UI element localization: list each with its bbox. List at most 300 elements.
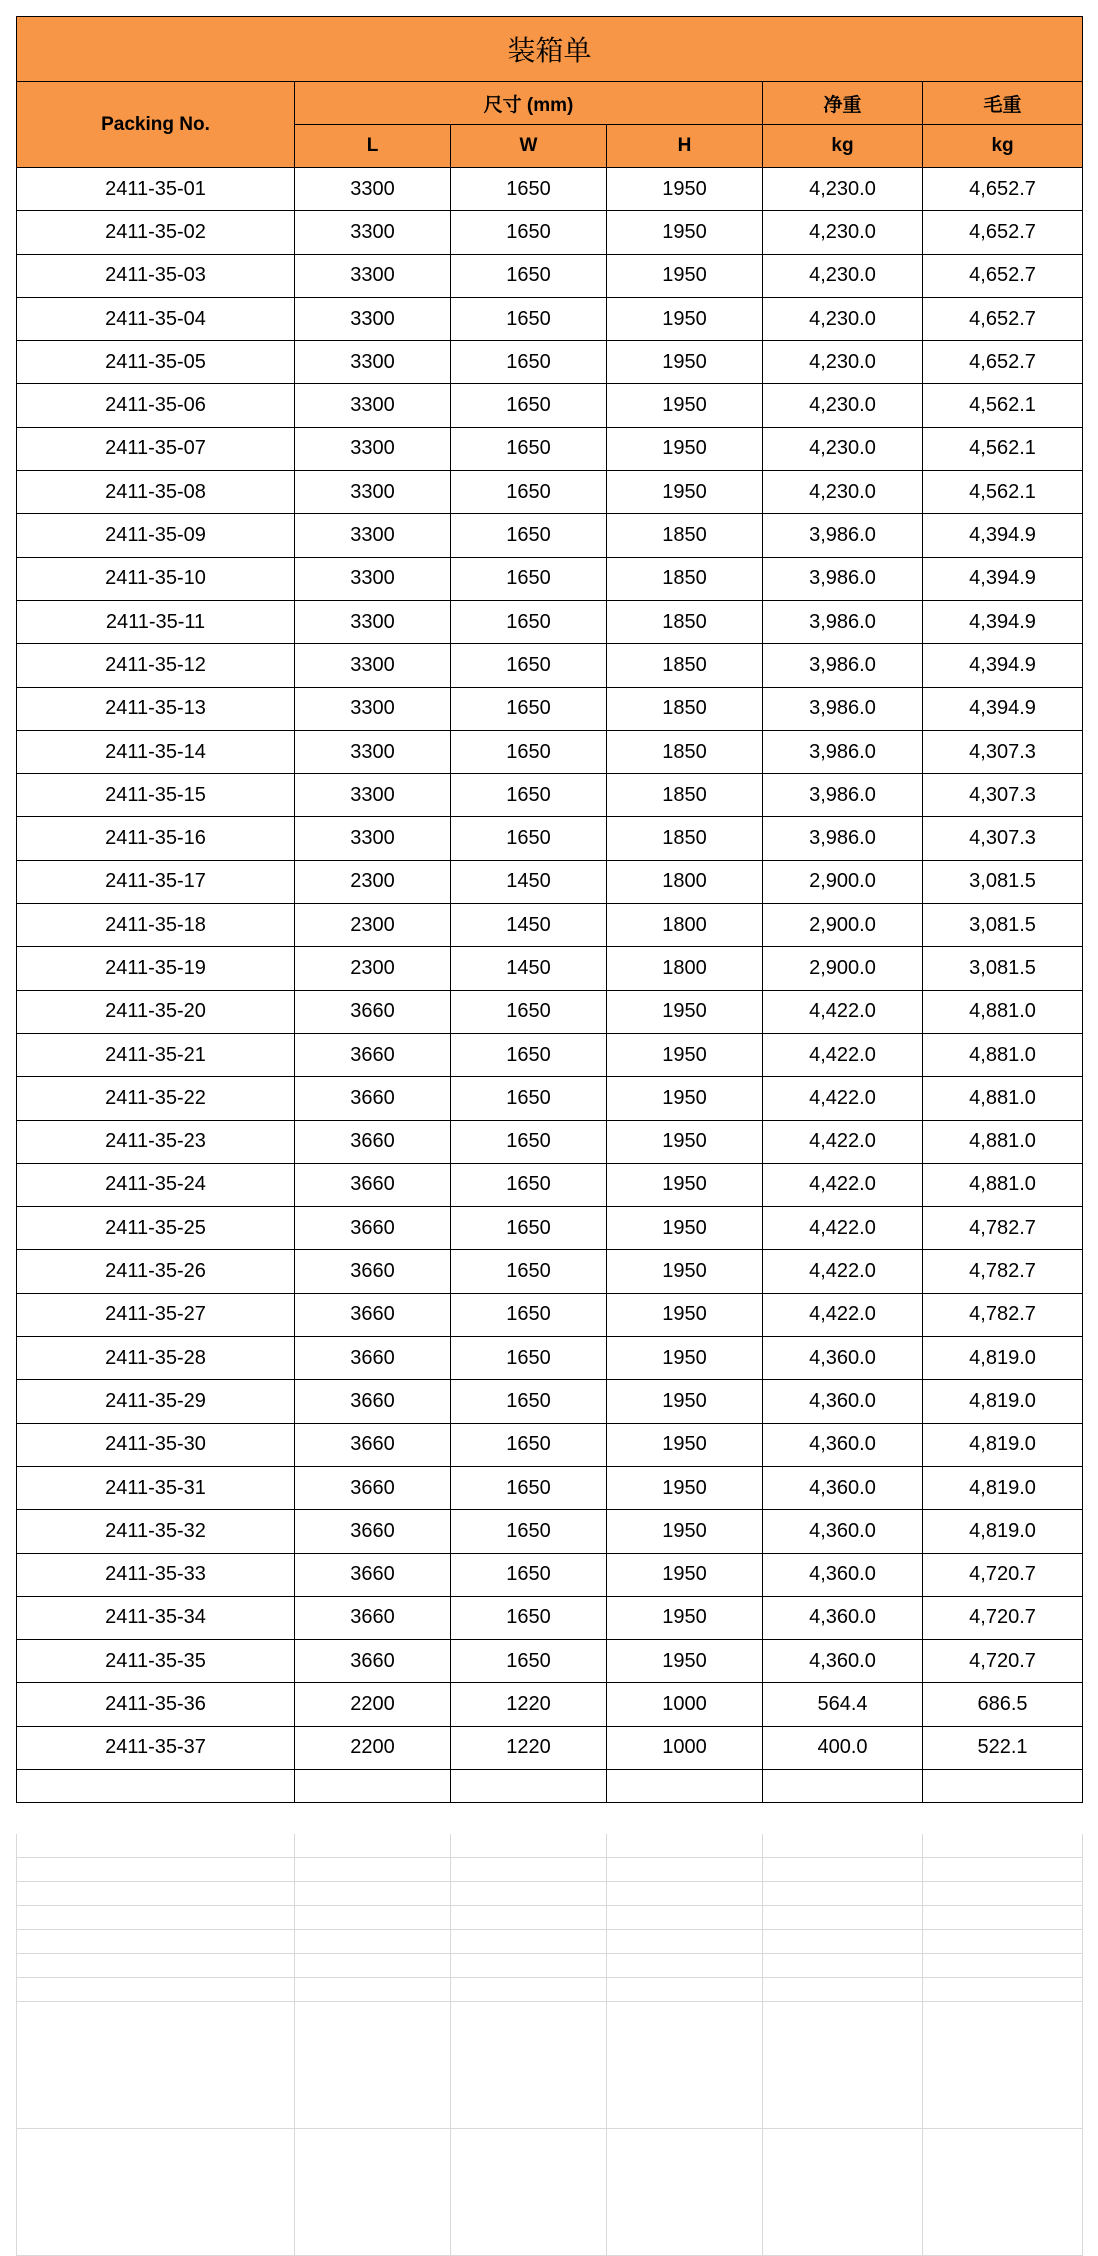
grid-cell (607, 1834, 763, 1858)
width-cell: 1650 (451, 1120, 607, 1163)
net-weight-cell: 4,230.0 (763, 297, 923, 340)
packing-no-cell: 2411-35-16 (17, 817, 295, 860)
height-cell: 1950 (607, 1380, 763, 1423)
grid-cell (763, 1978, 923, 2002)
grid-cell (923, 2002, 1083, 2129)
net-weight-cell: 4,422.0 (763, 1293, 923, 1336)
net-weight-cell: 4,422.0 (763, 1250, 923, 1293)
packing-no-cell: 2411-35-30 (17, 1423, 295, 1466)
length-cell: 3660 (295, 1033, 451, 1076)
grid-cell (295, 2002, 451, 2129)
length-cell: 3660 (295, 1510, 451, 1553)
height-cell: 1950 (607, 254, 763, 297)
grid-cell (17, 2129, 295, 2256)
grid-cell (763, 1858, 923, 1882)
height-cell: 1850 (607, 557, 763, 600)
length-cell: 3660 (295, 1163, 451, 1206)
table-row (17, 1596, 1083, 1639)
empty-cell (17, 1769, 295, 1802)
height-cell: 1950 (607, 1596, 763, 1639)
grid-cell (17, 1930, 295, 1954)
packing-no-cell: 2411-35-06 (17, 384, 295, 427)
gross-weight-cell: 4,782.7 (923, 1250, 1083, 1293)
grid-cell (451, 2129, 607, 2256)
net-weight-cell: 4,230.0 (763, 471, 923, 514)
length-cell: 3300 (295, 600, 451, 643)
table-row (17, 1640, 1083, 1683)
length-cell: 3660 (295, 1120, 451, 1163)
gross-weight-cell: 4,819.0 (923, 1510, 1083, 1553)
net-weight-cell: 400.0 (763, 1726, 923, 1769)
width-cell: 1220 (451, 1726, 607, 1769)
grid-cell (295, 1978, 451, 2002)
net-weight-cell: 4,360.0 (763, 1553, 923, 1596)
packing-no-cell: 2411-35-10 (17, 557, 295, 600)
grid-cell (295, 1906, 451, 1930)
table-row (17, 471, 1083, 514)
packing-no-cell: 2411-35-09 (17, 514, 295, 557)
height-cell: 1950 (607, 1120, 763, 1163)
net-weight-cell: 4,360.0 (763, 1640, 923, 1683)
grid-cell (17, 1978, 295, 2002)
table-row (17, 514, 1083, 557)
grid-row (17, 1882, 1083, 1906)
table-row (17, 1163, 1083, 1206)
gross-weight-cell: 4,394.9 (923, 557, 1083, 600)
packing-no-cell: 2411-35-04 (17, 297, 295, 340)
grid-cell (923, 1978, 1083, 2002)
gross-weight-cell: 4,307.3 (923, 774, 1083, 817)
net-weight-cell: 3,986.0 (763, 600, 923, 643)
net-weight-cell: 3,986.0 (763, 774, 923, 817)
gross-weight-cell: 4,652.7 (923, 341, 1083, 384)
net-weight-cell: 4,422.0 (763, 1077, 923, 1120)
grid-row (17, 1834, 1083, 1858)
net-weight-cell: 3,986.0 (763, 687, 923, 730)
grid-cell (607, 1906, 763, 1930)
gross-unit-header: kg (923, 125, 1083, 168)
net-weight-cell: 4,230.0 (763, 254, 923, 297)
packing-no-cell: 2411-35-36 (17, 1683, 295, 1726)
height-cell: 1950 (607, 1337, 763, 1380)
net-weight-cell: 2,900.0 (763, 860, 923, 903)
table-row (17, 427, 1083, 470)
gross-weight-cell: 4,307.3 (923, 730, 1083, 773)
gross-weight-cell: 686.5 (923, 1683, 1083, 1726)
width-cell: 1650 (451, 687, 607, 730)
packing-no-cell: 2411-35-07 (17, 427, 295, 470)
height-cell: 1800 (607, 904, 763, 947)
length-cell: 3660 (295, 1077, 451, 1120)
table-row (17, 1293, 1083, 1336)
grid-cell (923, 1930, 1083, 1954)
gross-weight-cell: 4,394.9 (923, 600, 1083, 643)
sheet-title: 装箱单 (17, 17, 1083, 82)
length-cell: 3660 (295, 1423, 451, 1466)
length-cell: 3300 (295, 557, 451, 600)
dimensions-header: 尺寸 (mm) (295, 82, 763, 125)
net-weight-cell: 4,422.0 (763, 990, 923, 1033)
gross-weight-cell: 3,081.5 (923, 904, 1083, 947)
length-cell: 3660 (295, 1640, 451, 1683)
width-cell: 1650 (451, 990, 607, 1033)
width-cell: 1450 (451, 947, 607, 990)
width-cell: 1650 (451, 817, 607, 860)
packing-no-cell: 2411-35-03 (17, 254, 295, 297)
packing-no-cell: 2411-35-26 (17, 1250, 295, 1293)
packing-no-cell: 2411-35-15 (17, 774, 295, 817)
height-cell: 1950 (607, 384, 763, 427)
packing-no-cell: 2411-35-11 (17, 600, 295, 643)
packing-no-cell: 2411-35-24 (17, 1163, 295, 1206)
empty-grid-area (16, 1834, 1082, 2256)
width-cell: 1650 (451, 1640, 607, 1683)
table-row (17, 341, 1083, 384)
net-weight-cell: 4,360.0 (763, 1596, 923, 1639)
packing-no-cell: 2411-35-28 (17, 1337, 295, 1380)
net-weight-cell: 4,360.0 (763, 1380, 923, 1423)
table-row (17, 860, 1083, 903)
table-row (17, 1250, 1083, 1293)
table-row (17, 1207, 1083, 1250)
net-weight-cell: 4,230.0 (763, 341, 923, 384)
table-row (17, 1423, 1083, 1466)
net-weight-cell: 3,986.0 (763, 514, 923, 557)
gross-weight-cell: 4,819.0 (923, 1337, 1083, 1380)
grid-row (17, 2002, 1083, 2129)
gross-weight-cell: 4,881.0 (923, 1120, 1083, 1163)
gross-weight-cell: 4,819.0 (923, 1423, 1083, 1466)
gross-weight-cell: 4,562.1 (923, 471, 1083, 514)
grid-cell (295, 2129, 451, 2256)
length-cell: 3660 (295, 1553, 451, 1596)
gross-weight-cell: 4,819.0 (923, 1380, 1083, 1423)
grid-cell (923, 1858, 1083, 1882)
grid-cell (295, 1954, 451, 1978)
length-cell: 3300 (295, 254, 451, 297)
height-cell: 1850 (607, 644, 763, 687)
packing-no-cell: 2411-35-27 (17, 1293, 295, 1336)
height-cell: 1950 (607, 427, 763, 470)
width-cell: 1450 (451, 904, 607, 947)
height-cell: 1950 (607, 990, 763, 1033)
grid-cell (295, 1930, 451, 1954)
width-cell: 1650 (451, 297, 607, 340)
table-row (17, 384, 1083, 427)
packing-no-cell: 2411-35-19 (17, 947, 295, 990)
packing-list-table (16, 16, 1083, 1803)
gross-weight-cell: 4,782.7 (923, 1293, 1083, 1336)
length-cell: 3300 (295, 297, 451, 340)
packing-no-cell: 2411-35-31 (17, 1466, 295, 1509)
height-cell: 1950 (607, 1466, 763, 1509)
net-weight-cell: 4,360.0 (763, 1466, 923, 1509)
empty-grid (16, 1834, 1083, 2256)
grid-row (17, 1978, 1083, 2002)
grid-cell (17, 2002, 295, 2129)
table-row (17, 1337, 1083, 1380)
height-cell: 1800 (607, 860, 763, 903)
gross-weight-cell: 4,652.7 (923, 254, 1083, 297)
grid-cell (607, 1954, 763, 1978)
packing-no-cell: 2411-35-29 (17, 1380, 295, 1423)
gross-weight-cell: 4,881.0 (923, 1163, 1083, 1206)
packing-no-cell: 2411-35-25 (17, 1207, 295, 1250)
packing-no-cell: 2411-35-02 (17, 211, 295, 254)
gross-weight-cell: 4,652.7 (923, 168, 1083, 211)
length-cell: 3300 (295, 514, 451, 557)
height-cell: 1850 (607, 817, 763, 860)
width-cell: 1650 (451, 1033, 607, 1076)
table-row (17, 254, 1083, 297)
grid-cell (607, 2002, 763, 2129)
empty-cell (923, 1769, 1083, 1802)
packing-no-cell: 2411-35-18 (17, 904, 295, 947)
empty-cell (295, 1769, 451, 1802)
packing-no-cell: 2411-35-01 (17, 168, 295, 211)
table-row (17, 168, 1083, 211)
grid-cell (923, 1906, 1083, 1930)
gross-weight-cell: 4,782.7 (923, 1207, 1083, 1250)
gross-weight-cell: 4,562.1 (923, 427, 1083, 470)
table-row (17, 297, 1083, 340)
grid-cell (451, 2002, 607, 2129)
grid-row (17, 1930, 1083, 1954)
width-cell: 1650 (451, 1337, 607, 1380)
grid-cell (763, 2002, 923, 2129)
empty-cell (607, 1769, 763, 1802)
width-cell: 1650 (451, 254, 607, 297)
width-cell: 1650 (451, 1596, 607, 1639)
packing-no-cell: 2411-35-33 (17, 1553, 295, 1596)
width-header: W (451, 125, 607, 168)
packing-no-cell: 2411-35-08 (17, 471, 295, 514)
table-row (17, 1077, 1083, 1120)
gross-weight-cell: 4,394.9 (923, 514, 1083, 557)
table-body (17, 168, 1083, 1803)
length-cell: 3300 (295, 168, 451, 211)
net-weight-cell: 564.4 (763, 1683, 923, 1726)
grid-cell (763, 1882, 923, 1906)
packing-no-cell: 2411-35-20 (17, 990, 295, 1033)
height-cell: 1850 (607, 774, 763, 817)
net-weight-cell: 4,360.0 (763, 1510, 923, 1553)
packing-no-cell: 2411-35-22 (17, 1077, 295, 1120)
table-row (17, 1033, 1083, 1076)
length-cell: 3660 (295, 990, 451, 1033)
width-cell: 1650 (451, 1423, 607, 1466)
packing-no-cell: 2411-35-05 (17, 341, 295, 384)
width-cell: 1650 (451, 1250, 607, 1293)
packing-list-sheet (16, 16, 1082, 1803)
length-cell: 3660 (295, 1293, 451, 1336)
height-cell: 1950 (607, 471, 763, 514)
height-cell: 1950 (607, 297, 763, 340)
grid-cell (17, 1882, 295, 1906)
net-weight-cell: 4,230.0 (763, 168, 923, 211)
grid-cell (295, 1858, 451, 1882)
length-cell: 3300 (295, 211, 451, 254)
width-cell: 1650 (451, 1510, 607, 1553)
width-cell: 1650 (451, 730, 607, 773)
grid-cell (923, 1834, 1083, 1858)
net-weight-cell: 2,900.0 (763, 947, 923, 990)
grid-cell (763, 1906, 923, 1930)
grid-cell (607, 1930, 763, 1954)
table-row (17, 557, 1083, 600)
gross-weight-cell: 4,720.7 (923, 1640, 1083, 1683)
grid-cell (295, 1882, 451, 1906)
grid-row (17, 2129, 1083, 2256)
grid-cell (295, 1834, 451, 1858)
table-row (17, 600, 1083, 643)
table-row (17, 947, 1083, 990)
length-cell: 3300 (295, 427, 451, 470)
grid-row (17, 1858, 1083, 1882)
width-cell: 1650 (451, 384, 607, 427)
width-cell: 1650 (451, 471, 607, 514)
length-cell: 2200 (295, 1726, 451, 1769)
height-cell: 1950 (607, 1250, 763, 1293)
gross-weight-cell: 4,562.1 (923, 384, 1083, 427)
height-cell: 1850 (607, 600, 763, 643)
table-row (17, 1726, 1083, 1769)
height-cell: 1950 (607, 1077, 763, 1120)
net-weight-cell: 3,986.0 (763, 644, 923, 687)
net-weight-cell: 3,986.0 (763, 557, 923, 600)
gross-weight-cell: 4,652.7 (923, 297, 1083, 340)
width-cell: 1650 (451, 1293, 607, 1336)
width-cell: 1650 (451, 1163, 607, 1206)
table-row (17, 817, 1083, 860)
grid-cell (763, 2129, 923, 2256)
net-weight-cell: 4,230.0 (763, 211, 923, 254)
gross-weight-cell: 4,652.7 (923, 211, 1083, 254)
table-row (17, 687, 1083, 730)
width-cell: 1650 (451, 211, 607, 254)
net-weight-cell: 4,360.0 (763, 1337, 923, 1380)
net-weight-cell: 4,230.0 (763, 384, 923, 427)
width-cell: 1650 (451, 1466, 607, 1509)
height-cell: 1950 (607, 1033, 763, 1076)
packing-no-header: Packing No. (17, 82, 295, 168)
height-cell: 1950 (607, 1423, 763, 1466)
length-cell: 3300 (295, 774, 451, 817)
length-cell: 3660 (295, 1207, 451, 1250)
length-header: L (295, 125, 451, 168)
height-cell: 1950 (607, 1293, 763, 1336)
grid-cell (451, 1834, 607, 1858)
grid-cell (17, 1906, 295, 1930)
height-header: H (607, 125, 763, 168)
packing-no-cell: 2411-35-23 (17, 1120, 295, 1163)
grid-cell (607, 1858, 763, 1882)
grid-cell (607, 1978, 763, 2002)
grid-cell (17, 1858, 295, 1882)
packing-no-cell: 2411-35-14 (17, 730, 295, 773)
net-weight-cell: 2,900.0 (763, 904, 923, 947)
grid-cell (763, 1930, 923, 1954)
height-cell: 1000 (607, 1683, 763, 1726)
width-cell: 1650 (451, 1553, 607, 1596)
packing-no-cell: 2411-35-35 (17, 1640, 295, 1683)
table-row (17, 990, 1083, 1033)
table-row (17, 1510, 1083, 1553)
grid-cell (451, 1978, 607, 2002)
table-row (17, 644, 1083, 687)
gross-weight-cell: 3,081.5 (923, 860, 1083, 903)
length-cell: 3660 (295, 1380, 451, 1423)
empty-cell (451, 1769, 607, 1802)
packing-no-cell: 2411-35-13 (17, 687, 295, 730)
net-weight-cell: 4,360.0 (763, 1423, 923, 1466)
height-cell: 1850 (607, 514, 763, 557)
width-cell: 1650 (451, 557, 607, 600)
height-cell: 1800 (607, 947, 763, 990)
height-cell: 1950 (607, 1163, 763, 1206)
table-row (17, 904, 1083, 947)
table-row (17, 1683, 1083, 1726)
width-cell: 1650 (451, 341, 607, 384)
width-cell: 1650 (451, 1380, 607, 1423)
gross-weight-cell: 522.1 (923, 1726, 1083, 1769)
empty-table-row (17, 1769, 1083, 1802)
gross-weight-header: 毛重 (923, 82, 1083, 125)
height-cell: 1950 (607, 211, 763, 254)
width-cell: 1650 (451, 600, 607, 643)
length-cell: 2300 (295, 860, 451, 903)
grid-cell (451, 1930, 607, 1954)
length-cell: 3300 (295, 687, 451, 730)
grid-cell (923, 1954, 1083, 1978)
gross-weight-cell: 4,720.7 (923, 1553, 1083, 1596)
table-row (17, 774, 1083, 817)
net-weight-cell: 3,986.0 (763, 817, 923, 860)
grid-cell (17, 1954, 295, 1978)
packing-no-cell: 2411-35-32 (17, 1510, 295, 1553)
grid-cell (763, 1954, 923, 1978)
length-cell: 2300 (295, 947, 451, 990)
length-cell: 3660 (295, 1596, 451, 1639)
length-cell: 3300 (295, 730, 451, 773)
width-cell: 1450 (451, 860, 607, 903)
grid-cell (451, 1906, 607, 1930)
gross-weight-cell: 4,881.0 (923, 1033, 1083, 1076)
table-row (17, 211, 1083, 254)
length-cell: 3660 (295, 1466, 451, 1509)
net-weight-cell: 3,986.0 (763, 730, 923, 773)
gross-weight-cell: 3,081.5 (923, 947, 1083, 990)
height-cell: 1850 (607, 687, 763, 730)
gross-weight-cell: 4,394.9 (923, 687, 1083, 730)
gross-weight-cell: 4,819.0 (923, 1466, 1083, 1509)
grid-cell (17, 1834, 295, 1858)
length-cell: 3660 (295, 1250, 451, 1293)
width-cell: 1650 (451, 644, 607, 687)
grid-row (17, 1906, 1083, 1930)
grid-cell (451, 1882, 607, 1906)
length-cell: 3300 (295, 817, 451, 860)
packing-no-cell: 2411-35-37 (17, 1726, 295, 1769)
table-row (17, 1380, 1083, 1423)
empty-cell (763, 1769, 923, 1802)
width-cell: 1650 (451, 1077, 607, 1120)
height-cell: 1850 (607, 730, 763, 773)
height-cell: 1950 (607, 168, 763, 211)
grid-cell (763, 1834, 923, 1858)
width-cell: 1220 (451, 1683, 607, 1726)
net-weight-cell: 4,422.0 (763, 1163, 923, 1206)
